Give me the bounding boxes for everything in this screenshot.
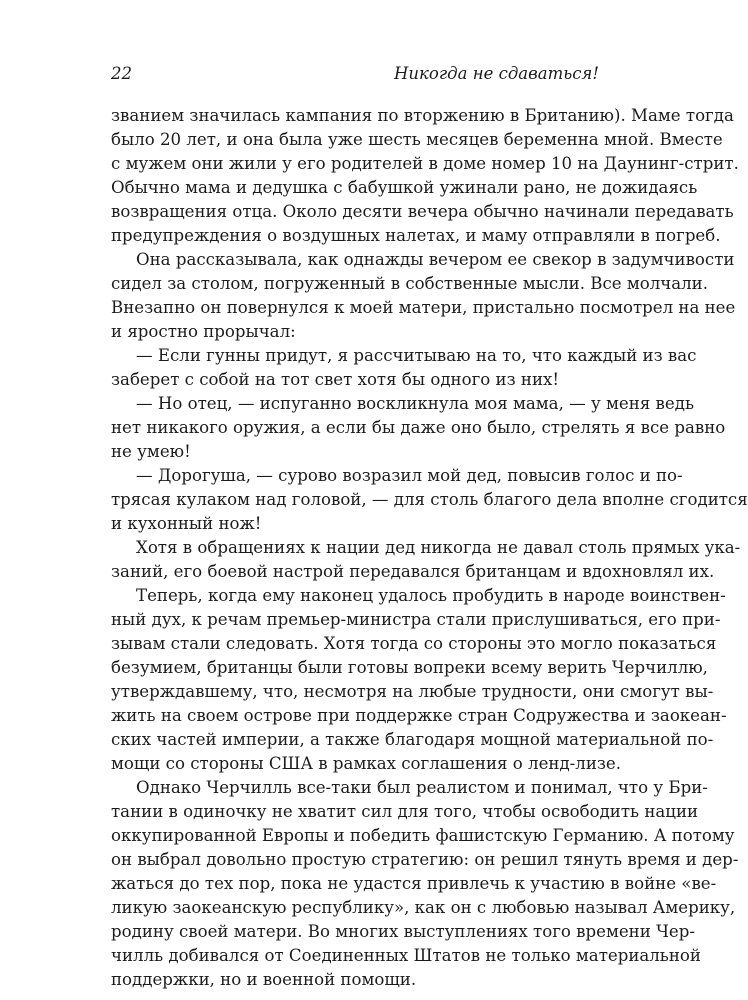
- text-line: чилль добивался от Соединенных Штатов не только материальной: [111, 946, 701, 965]
- text-line: нет никакого оружия, а если бы даже оно было, стрелять я все равно: [111, 418, 726, 437]
- text-line: жить на своем острове при поддержке стран Содружества и заокеан-: [111, 706, 727, 725]
- text-line: и кухонный нож!: [111, 514, 262, 533]
- text-line: жаться до тех пор, пока не удастся привлечь к участию в войне «ве-: [111, 874, 717, 893]
- running-title: Никогда не сдаваться!: [394, 64, 599, 83]
- text-line: трясая кулаком над головой, — для столь благого дела вполне сгодится: [111, 490, 748, 509]
- text-line: Обычно мама и дедушка с бабушкой ужинали рано, не дожидаясь: [111, 178, 698, 197]
- text-line: оккупированной Европы и победить фашистскую Германию. А потому: [111, 826, 735, 845]
- text-line: с мужем они жили у его родителей в доме номер 10 на Даунинг-стрит.: [111, 154, 739, 173]
- text-line: мощи со стороны США в рамках соглашения о ленд-лизе.: [111, 754, 622, 773]
- text-line: возвращения отца. Около десяти вечера обычно начинали передавать: [111, 202, 734, 221]
- text-line: званием значилась кампания по вторжению в Британию). Маме тогда: [111, 106, 734, 125]
- text-line: Однако Черчилль все-таки был реалистом и понимал, что у Бри-: [136, 778, 708, 797]
- text-line: заний, его боевой настрой передавался британцам и вдохновлял их.: [111, 562, 715, 581]
- text-line: безумием, британцы были готовы вопреки всему верить Черчиллю,: [111, 658, 708, 677]
- text-line: родину своей матери. Во многих выступлениях того времени Чер-: [111, 922, 695, 941]
- text-line: — Но отец, — испуганно воскликнула моя мама, — у меня ведь: [136, 394, 694, 413]
- text-line: заберет с собой на тот свет хотя бы одного из них!: [111, 370, 560, 389]
- text-line: зывам стали следовать. Хотя тогда со стороны это могло показаться: [111, 634, 717, 653]
- text-line: предупреждения о воздушных налетах, и маму отправляли в погреб.: [111, 226, 721, 245]
- text-line: утверждавшему, что, несмотря на любые трудности, они смогут вы-: [111, 682, 714, 701]
- text-line: не умею!: [111, 442, 191, 461]
- text-line: сидел за столом, погруженный в собственные мысли. Все молчали.: [111, 274, 709, 293]
- text-line: Теперь, когда ему наконец удалось пробудить в народе воинствен-: [136, 586, 726, 605]
- text-line: было 20 лет, и она была уже шесть месяцев беременна мной. Вместе: [111, 130, 723, 149]
- text-line: и яростно прорычал:: [111, 322, 296, 341]
- text-line: ликую заокеанскую республику», как он с любовью называл Америку,: [111, 898, 736, 917]
- text-line: ный дух, к речам премьер-министра стали прислушиваться, его при-: [111, 610, 721, 629]
- text-line: — Если гунны придут, я рассчитываю на то, что каждый из вас: [136, 346, 697, 365]
- page-number: 22: [111, 64, 132, 83]
- text-line: Хотя в обращениях к нации дед никогда не давал столь прямых ука-: [136, 538, 741, 557]
- text-line: поддержки, но и военной помощи.: [111, 970, 417, 989]
- running-header: [111, 64, 599, 92]
- text-line: ских частей империи, а также благодаря мощной материальной по-: [111, 730, 714, 749]
- text-line: Она рассказывала, как однажды вечером ее свекор в задумчивости: [136, 250, 735, 269]
- text-line: Внезапно он повернулся к моей матери, пристально посмотрел на нее: [111, 298, 736, 317]
- text-line: он выбрал довольно простую стратегию: он решил тянуть время и дер-: [111, 850, 739, 869]
- text-line: — Дорогуша, — сурово возразил мой дед, повысив голос и по-: [136, 466, 683, 485]
- text-line: тании в одиночку не хватит сил для того, чтобы освободить нации: [111, 802, 699, 821]
